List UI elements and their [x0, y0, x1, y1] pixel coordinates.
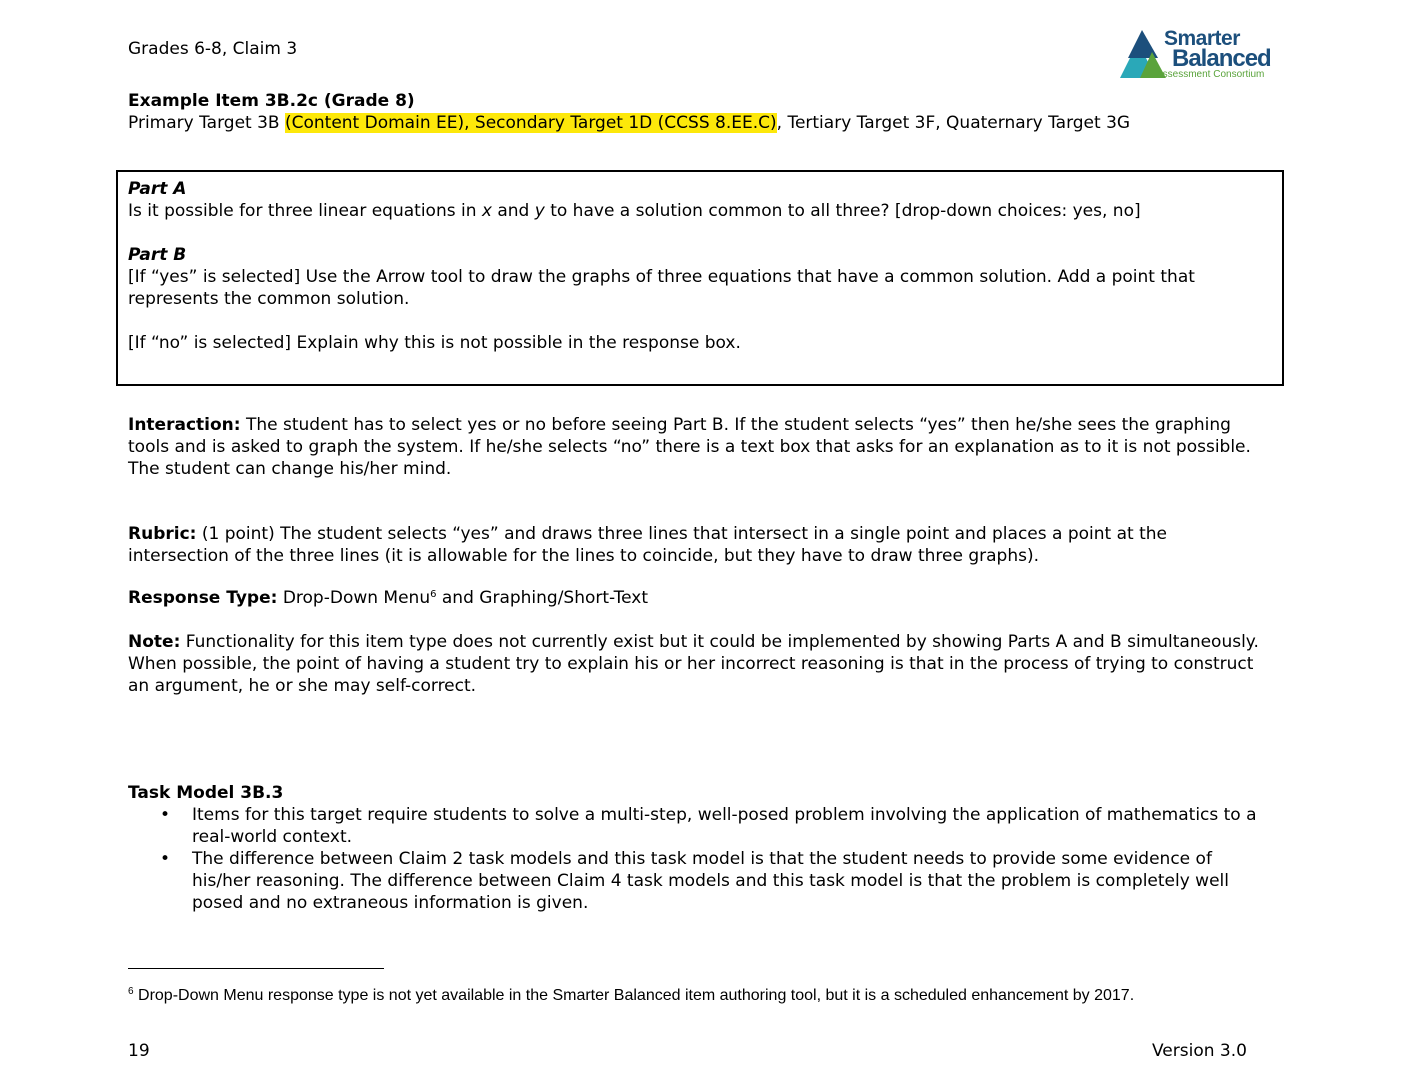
- part-a-question: Is it possible for three linear equations in x and y to have a solution common to all three? [drop-down choices: yes, no]: [128, 201, 1141, 221]
- footnote-divider: [128, 968, 384, 969]
- targets-primary: Primary Target 3B: [128, 113, 285, 133]
- part-b-no-instruction: [If “no” is selected] Explain why this is not possible in the response box.: [128, 333, 741, 353]
- part-b-yes-instruction: [If “yes” is selected] Use the Arrow tool to draw the graphs of three equations that have a common solution. Add a point that represents the common solution.: [128, 267, 1195, 309]
- footnote-reference: 6: [430, 589, 437, 600]
- page-number: 19: [128, 1041, 150, 1061]
- task-model-title: Task Model 3B.3: [128, 783, 284, 803]
- running-header: Grades 6-8, Claim 3: [128, 39, 298, 59]
- bullet-icon: •: [160, 849, 171, 869]
- part-a-label: Part A: [128, 179, 187, 199]
- item-prompt-box: [116, 170, 1284, 386]
- logo-tagline: Assessment Consortium: [1156, 69, 1265, 80]
- item-targets: [128, 112, 1130, 134]
- part-b-label: Part B: [128, 245, 187, 265]
- footnote: $^6$ Drop-Down Menu response type is not yet available in the Smarter Balanced item authoring tool, but it is a scheduled enhancement by 2017.: [128, 986, 1135, 1004]
- logo-word-balanced: Balanced: [1172, 45, 1271, 72]
- version-label: Version 3.0: [1152, 1041, 1247, 1061]
- response-type-paragraph: Response Type: Drop-Down Menu$^6$ and Graphing/Short-Text: [128, 588, 649, 608]
- targets-highlighted: (Content Domain EE), Secondary Target 1D (CCSS 8.EE.C): [284, 113, 777, 133]
- logo-word-smarter: Smarter: [1164, 27, 1240, 50]
- task-model-section: [128, 782, 1273, 914]
- targets-rest: , Tertiary Target 3F, Quaternary Target 3G: [776, 113, 1131, 133]
- list-item: • The difference between Claim 2 task models and this task model is that the student needs to provide some evidence of his/her reasoning. The difference between Claim 4 task models and this task model is that the problem is completely well posed and no extraneous information is given.: [160, 849, 1229, 913]
- smarter-balanced-logo: [1118, 28, 1288, 82]
- list-item: • Items for this target require students to solve a multi-step, well-posed problem involving the application of mathematics to a real-world context.: [160, 805, 1257, 847]
- footnote-number: 6: [128, 986, 134, 997]
- interaction-paragraph: Interaction: The student has to select yes or no before seeing Part B. If the student selects “yes” then he/she sees the graphing tools and is asked to graph the system. If he/she selects “no” there is a text box that asks for an explanation as to it is not possible. The student can change his/her mind.: [128, 415, 1251, 479]
- rubric-paragraph: Rubric: (1 point) The student selects “yes” and draws three lines that intersect in a single point and places a point at the intersection of the three lines (it is allowable for the lines to coincide, but they have to draw three graphs).: [128, 524, 1167, 566]
- note-paragraph: Note: Functionality for this item type does not currently exist but it could be implemented by showing Parts A and B simultaneously. When possible, the point of having a student try to explain his or her incorrect reasoning is that in the process of trying to construct an argument, he or she may self-correct.: [128, 632, 1259, 696]
- bullet-icon: •: [160, 805, 171, 825]
- example-item-title: Example Item 3B.2c (Grade 8): [128, 91, 415, 111]
